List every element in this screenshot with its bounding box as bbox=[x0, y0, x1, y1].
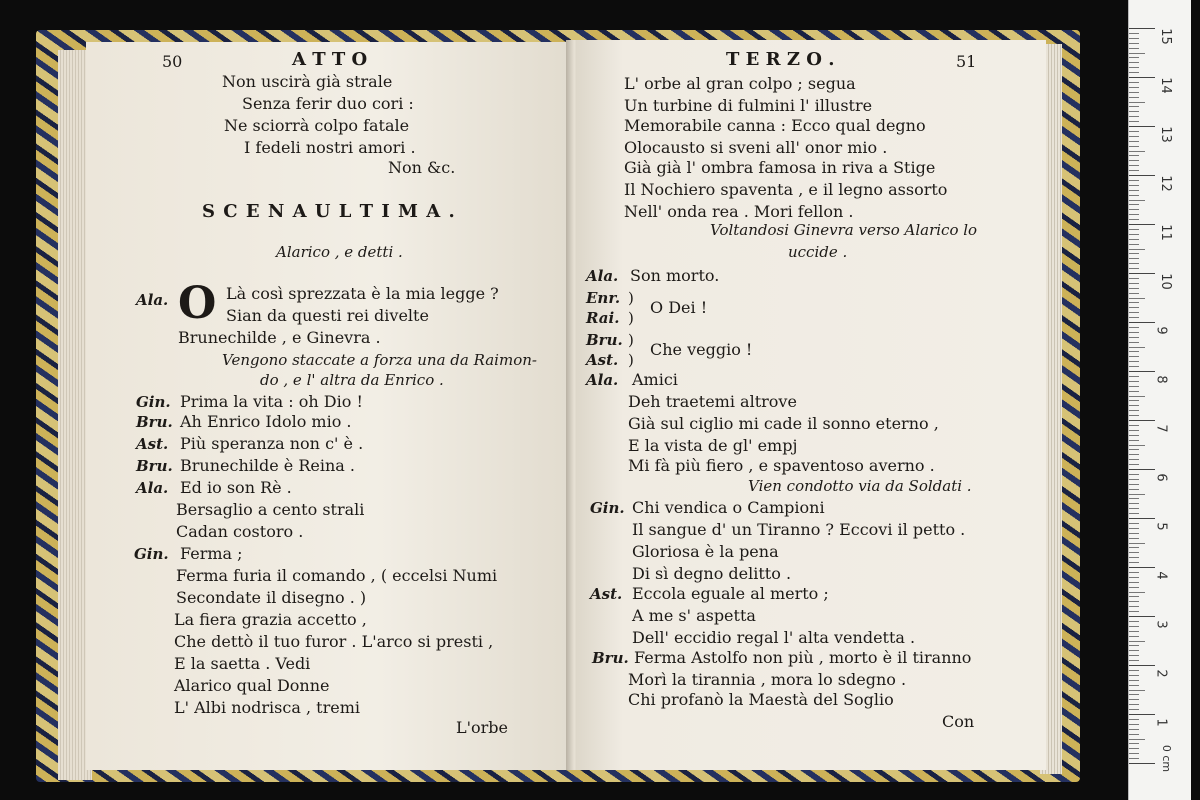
dialogue-line: Che dettò il tuo furor . L'arco si presti , bbox=[174, 632, 494, 651]
catchword: Con bbox=[942, 712, 975, 731]
stage-direction: do , e l' altra da Enrico . bbox=[260, 371, 444, 389]
dialogue-line: A me s' aspetta bbox=[632, 606, 756, 625]
ruler-tick bbox=[1129, 165, 1139, 166]
dialogue-line: Morì la tirannia , mora lo sdegno . bbox=[628, 670, 907, 689]
speaker-label: Ala. bbox=[586, 371, 619, 389]
dialogue-line: Ah Enrico Idolo mio . bbox=[180, 412, 352, 431]
ruler-tick bbox=[1129, 469, 1155, 470]
speaker-label: Gin. bbox=[590, 499, 625, 517]
stage-direction: uccide . bbox=[788, 243, 848, 261]
ruler-tick bbox=[1129, 288, 1139, 289]
ruler-tick bbox=[1129, 136, 1139, 137]
ruler-tick bbox=[1129, 675, 1139, 676]
ruler-number: 11 bbox=[1157, 224, 1173, 241]
text-line: Il Nochiero spaventa , e il legno assorto bbox=[624, 180, 948, 199]
ruler-tick bbox=[1129, 72, 1139, 73]
ruler-tick bbox=[1129, 552, 1139, 553]
ruler-tick bbox=[1129, 459, 1139, 460]
speaker-label: Bru. bbox=[592, 649, 629, 667]
dialogue-line: Cadan costoro . bbox=[176, 522, 304, 541]
ruler-tick bbox=[1129, 557, 1139, 558]
speaker-label: Ast. bbox=[136, 435, 169, 453]
ruler-tick bbox=[1129, 523, 1139, 524]
speaker-label: Enr. bbox=[586, 289, 621, 307]
ruler-tick bbox=[1129, 440, 1139, 441]
ruler-tick bbox=[1129, 327, 1139, 328]
ruler-tick bbox=[1129, 116, 1139, 117]
right-page bbox=[576, 40, 1046, 770]
ruler-tick bbox=[1129, 57, 1139, 58]
scene-title: S C E N A U L T I M A . bbox=[202, 201, 456, 222]
ruler-tick bbox=[1129, 729, 1139, 730]
dialogue-line: Ferma Astolfo non più , morto è il tiranno bbox=[634, 648, 972, 667]
dialogue-line: Eccola eguale al merto ; bbox=[632, 584, 829, 603]
ruler-tick bbox=[1129, 48, 1139, 49]
ruler-tick bbox=[1129, 743, 1139, 744]
ruler-number: 8 bbox=[1153, 375, 1169, 384]
ruler-tick bbox=[1129, 631, 1139, 632]
ruler-tick bbox=[1129, 342, 1139, 343]
ruler-tick bbox=[1129, 660, 1139, 661]
verse-line: Non uscirà già strale bbox=[222, 72, 393, 91]
ruler-tick bbox=[1129, 180, 1139, 181]
ruler-tick bbox=[1129, 479, 1139, 480]
ruler-tick bbox=[1129, 724, 1139, 725]
ruler-tick bbox=[1129, 141, 1139, 142]
ruler-tick bbox=[1129, 562, 1139, 563]
ruler-number: 12 bbox=[1157, 175, 1173, 192]
ruler-tick bbox=[1129, 175, 1155, 176]
ruler-tick bbox=[1129, 160, 1139, 161]
ruler-tick bbox=[1129, 405, 1139, 406]
ruler-tick bbox=[1129, 572, 1139, 573]
ruler-tick bbox=[1129, 513, 1139, 514]
ruler-number: 2 bbox=[1153, 669, 1169, 678]
ruler-tick bbox=[1129, 400, 1139, 401]
ruler-tick bbox=[1129, 195, 1139, 196]
speaker-label: Gin. bbox=[136, 393, 171, 411]
ruler-tick bbox=[1129, 151, 1145, 152]
ruler-tick bbox=[1129, 170, 1139, 171]
ruler-tick bbox=[1129, 758, 1139, 759]
ruler-tick bbox=[1129, 53, 1145, 54]
dialogue-line: Più speranza non c' è . bbox=[180, 434, 364, 453]
ruler-tick bbox=[1129, 106, 1139, 107]
text-line: Già già l' ombra famosa in riva a Stige bbox=[624, 158, 936, 177]
ruler-tick bbox=[1129, 111, 1139, 112]
speaker-label: Gin. bbox=[134, 545, 169, 563]
ruler-tick bbox=[1129, 694, 1139, 695]
ruler-tick bbox=[1129, 709, 1139, 710]
ruler-tick bbox=[1129, 102, 1145, 103]
scene-characters: Alarico , e detti . bbox=[276, 243, 403, 261]
ruler-tick bbox=[1129, 381, 1139, 382]
ruler-tick bbox=[1129, 234, 1139, 235]
ruler-tick bbox=[1129, 293, 1139, 294]
ruler-tick bbox=[1129, 185, 1139, 186]
ruler-tick bbox=[1129, 28, 1155, 29]
ruler-number: 5 bbox=[1153, 522, 1169, 531]
ruler-tick bbox=[1129, 273, 1155, 274]
dialogue-line: L' Albi nodrisca , tremi bbox=[174, 698, 360, 717]
ruler-tick bbox=[1129, 528, 1139, 529]
ruler-tick bbox=[1129, 204, 1139, 205]
ruler-tick bbox=[1129, 655, 1139, 656]
dialogue-line: Alarico qual Donne bbox=[174, 676, 330, 695]
ruler-tick bbox=[1129, 347, 1145, 348]
ruler-tick bbox=[1129, 224, 1155, 225]
ruler-tick bbox=[1129, 312, 1139, 313]
dialogue-line: Ferma furia il comando , ( eccelsi Numi bbox=[176, 566, 498, 585]
ruler-tick bbox=[1129, 126, 1155, 127]
speaker-label: Ast. bbox=[590, 585, 623, 603]
ruler-number: 4 bbox=[1153, 571, 1169, 580]
ruler-tick bbox=[1129, 307, 1139, 308]
dialogue-line: Son morto. bbox=[630, 266, 720, 285]
ruler-tick bbox=[1129, 38, 1139, 39]
ruler-tick bbox=[1129, 508, 1139, 509]
ruler-tick bbox=[1129, 33, 1139, 34]
ruler-tick bbox=[1129, 244, 1139, 245]
ruler-tick bbox=[1129, 489, 1139, 490]
speaker-label: Bru. bbox=[136, 413, 173, 431]
ruler-tick bbox=[1129, 435, 1139, 436]
ruler-tick bbox=[1129, 200, 1145, 201]
dialogue-line: Prima la vita : oh Dio ! bbox=[180, 392, 363, 411]
ruler-number: 15 bbox=[1157, 28, 1173, 45]
ruler-tick bbox=[1129, 376, 1139, 377]
ruler-tick bbox=[1129, 503, 1139, 504]
ruler-tick bbox=[1129, 626, 1139, 627]
ruler-tick bbox=[1129, 714, 1155, 715]
refrain: Non &c. bbox=[388, 158, 456, 177]
ruler-tick bbox=[1129, 650, 1139, 651]
ruler-tick bbox=[1129, 121, 1139, 122]
ruler-tick bbox=[1129, 719, 1139, 720]
page-number-right: 51 bbox=[956, 52, 977, 71]
ruler-tick bbox=[1129, 415, 1139, 416]
ruler-tick bbox=[1129, 283, 1139, 284]
ruler-tick bbox=[1129, 763, 1155, 764]
ruler-tick bbox=[1129, 704, 1139, 705]
verse-line: Ne sciorrà colpo fatale bbox=[224, 116, 410, 135]
ruler-tick bbox=[1129, 337, 1139, 338]
ruler-tick bbox=[1129, 229, 1139, 230]
ruler-tick bbox=[1129, 146, 1139, 147]
dialogue-line: E la saetta . Vedi bbox=[174, 654, 311, 673]
ruler-tick bbox=[1129, 43, 1139, 44]
ruler-tick bbox=[1129, 611, 1139, 612]
ruler-tick bbox=[1129, 62, 1139, 63]
ruler-tick bbox=[1129, 596, 1139, 597]
ruler-tick bbox=[1129, 332, 1139, 333]
speaker-label: Rai. bbox=[586, 309, 620, 327]
ruler-tick bbox=[1129, 567, 1155, 568]
ruler-tick bbox=[1129, 430, 1139, 431]
ruler-tick bbox=[1129, 494, 1145, 495]
ruler-tick bbox=[1129, 77, 1155, 78]
ruler-tick bbox=[1129, 543, 1145, 544]
dialogue-line: Chi profanò la Maestà del Soglio bbox=[628, 690, 894, 709]
ruler-number: 14 bbox=[1157, 77, 1173, 94]
ruler-number: 3 bbox=[1153, 620, 1169, 629]
dialogue-line: Là così sprezzata è la mia legge ? bbox=[226, 284, 499, 303]
ruler-tick bbox=[1129, 209, 1139, 210]
ruler-number: 7 bbox=[1153, 424, 1169, 433]
running-head-left: A T T O bbox=[292, 49, 368, 70]
dialogue-line: Chi vendica o Campioni bbox=[632, 498, 825, 517]
brace: ) bbox=[628, 331, 634, 349]
dialogue-line: E la vista de gl' empj bbox=[628, 436, 798, 455]
ruler-tick bbox=[1129, 582, 1139, 583]
dialogue-line: Brunechilde è Reina . bbox=[180, 456, 355, 475]
dialogue-line: Brunechilde , e Ginevra . bbox=[178, 328, 381, 347]
brace: ) bbox=[628, 289, 634, 307]
ruler-tick bbox=[1129, 577, 1139, 578]
stage-direction: Vengono staccate a forza una da Raimon- bbox=[222, 351, 537, 369]
ruler-tick bbox=[1129, 219, 1139, 220]
ruler-tick bbox=[1129, 606, 1139, 607]
page-number-left: 50 bbox=[162, 52, 183, 71]
catchword: L'orbe bbox=[456, 718, 509, 737]
left-page bbox=[86, 42, 570, 770]
drop-cap: O bbox=[178, 278, 217, 329]
ruler-tick bbox=[1129, 665, 1155, 666]
text-line: Un turbine di fulmini l' illustre bbox=[624, 96, 873, 115]
ruler-tick bbox=[1129, 67, 1139, 68]
ruler-tick bbox=[1129, 322, 1155, 323]
speaker-label: Ala. bbox=[136, 291, 169, 309]
ruler-tick bbox=[1129, 249, 1145, 250]
ruler-tick bbox=[1129, 361, 1139, 362]
ruler-tick bbox=[1129, 356, 1139, 357]
dialogue-line: Deh traetemi altrove bbox=[628, 392, 797, 411]
ruler-tick bbox=[1129, 97, 1139, 98]
dialogue-line: Gloriosa è la pena bbox=[632, 542, 779, 561]
speaker-label: Bru. bbox=[586, 331, 623, 349]
ruler-tick bbox=[1129, 753, 1139, 754]
ruler-tick bbox=[1129, 699, 1139, 700]
ruler-unit-label: 0 cm bbox=[1160, 744, 1174, 773]
ruler-tick bbox=[1129, 239, 1139, 240]
ruler-tick bbox=[1129, 690, 1145, 691]
ruler-number: 1 bbox=[1153, 718, 1169, 727]
ruler-tick bbox=[1129, 258, 1139, 259]
ruler-tick bbox=[1129, 518, 1155, 519]
speaker-label: Bru. bbox=[136, 457, 173, 475]
stage-direction: Voltandosi Ginevra verso Alarico lo bbox=[710, 221, 978, 239]
dialogue-line: Secondate il disegno . ) bbox=[176, 588, 367, 607]
dialogue-line: Bersaglio a cento strali bbox=[176, 500, 365, 519]
dialogue-line: Ed io son Rè . bbox=[180, 478, 292, 497]
ruler-tick bbox=[1129, 253, 1139, 254]
speaker-label: Ast. bbox=[586, 351, 619, 369]
ruler-tick bbox=[1129, 155, 1139, 156]
ruler-tick bbox=[1129, 547, 1139, 548]
running-head-right: T E R Z O . bbox=[726, 49, 835, 70]
text-line: Memorabile canna : Ecco qual degno bbox=[624, 116, 926, 135]
ruler-tick bbox=[1129, 474, 1139, 475]
ruler-tick bbox=[1129, 464, 1139, 465]
ruler-tick bbox=[1129, 92, 1139, 93]
dialogue-line: La fiera grazia accetto , bbox=[174, 610, 367, 629]
ruler-tick bbox=[1129, 592, 1145, 593]
ruler-tick bbox=[1129, 641, 1145, 642]
dialogue-line: Dell' eccidio regal l' alta vendetta . bbox=[632, 628, 916, 647]
measurement-ruler bbox=[1128, 0, 1191, 800]
ruler-tick bbox=[1129, 278, 1139, 279]
stage-direction: Vien condotto via da Soldati . bbox=[748, 477, 972, 495]
ruler-tick bbox=[1129, 454, 1139, 455]
brace: ) bbox=[628, 351, 634, 369]
ruler-tick bbox=[1129, 734, 1139, 735]
ruler-tick bbox=[1129, 484, 1139, 485]
ruler-tick bbox=[1129, 131, 1139, 132]
ruler-tick bbox=[1129, 498, 1139, 499]
ruler-tick bbox=[1129, 601, 1139, 602]
ruler-tick bbox=[1129, 621, 1139, 622]
dialogue-line: Il sangue d' un Tiranno ? Eccovi il petto . bbox=[632, 520, 966, 539]
ruler-tick bbox=[1129, 685, 1139, 686]
ruler-tick bbox=[1129, 263, 1139, 264]
ruler-tick bbox=[1129, 386, 1139, 387]
ruler-tick bbox=[1129, 214, 1139, 215]
ruler-tick bbox=[1129, 670, 1139, 671]
ruler-number: 10 bbox=[1157, 273, 1173, 290]
verse-line: I fedeli nostri amori . bbox=[244, 138, 416, 157]
ruler-number: 6 bbox=[1153, 473, 1169, 482]
ruler-tick bbox=[1129, 425, 1139, 426]
ruler-number: 13 bbox=[1157, 126, 1173, 143]
dialogue-line: Sian da questi rei divelte bbox=[226, 306, 429, 325]
ruler-tick bbox=[1129, 748, 1139, 749]
ruler-tick bbox=[1129, 636, 1139, 637]
text-line: Nell' onda rea . Mori fellon . bbox=[624, 202, 854, 221]
ruler-tick bbox=[1129, 616, 1155, 617]
ruler-tick bbox=[1129, 538, 1139, 539]
ruler-number: 9 bbox=[1153, 326, 1169, 335]
dialogue-line: Di sì degno delitto . bbox=[632, 564, 792, 583]
dialogue-line: Ferma ; bbox=[180, 544, 243, 563]
dialogue-line: O Dei ! bbox=[650, 298, 708, 317]
ruler-tick bbox=[1129, 396, 1145, 397]
ruler-tick bbox=[1129, 420, 1155, 421]
text-line: L' orbe al gran colpo ; segua bbox=[624, 74, 856, 93]
speaker-label: Ala. bbox=[136, 479, 169, 497]
ruler-tick bbox=[1129, 449, 1139, 450]
dialogue-line: Che veggio ! bbox=[650, 340, 753, 359]
ruler-tick bbox=[1129, 680, 1139, 681]
ruler-tick bbox=[1129, 190, 1139, 191]
brace: ) bbox=[628, 309, 634, 327]
text-line: Olocausto si sveni all' onor mio . bbox=[624, 138, 888, 157]
ruler-tick bbox=[1129, 533, 1139, 534]
ruler-tick bbox=[1129, 298, 1145, 299]
dialogue-line: Mi fà più fiero , e spaventoso averno . bbox=[628, 456, 935, 475]
ruler-tick bbox=[1129, 351, 1139, 352]
ruler-tick bbox=[1129, 645, 1139, 646]
dialogue-line: Amici bbox=[632, 370, 678, 389]
ruler-tick bbox=[1129, 268, 1139, 269]
ruler-tick bbox=[1129, 445, 1145, 446]
ruler-tick bbox=[1129, 302, 1139, 303]
ruler-tick bbox=[1129, 410, 1139, 411]
ruler-tick bbox=[1129, 317, 1139, 318]
ruler-tick bbox=[1129, 87, 1139, 88]
speaker-label: Ala. bbox=[586, 267, 619, 285]
ruler-tick bbox=[1129, 739, 1145, 740]
ruler-tick bbox=[1129, 82, 1139, 83]
ruler-tick bbox=[1129, 371, 1155, 372]
ruler-tick bbox=[1129, 587, 1139, 588]
verse-line: Senza ferir duo cori : bbox=[242, 94, 414, 113]
ruler-tick bbox=[1129, 366, 1139, 367]
dialogue-line: Già sul ciglio mi cade il sonno eterno , bbox=[628, 414, 939, 433]
ruler-tick bbox=[1129, 391, 1139, 392]
